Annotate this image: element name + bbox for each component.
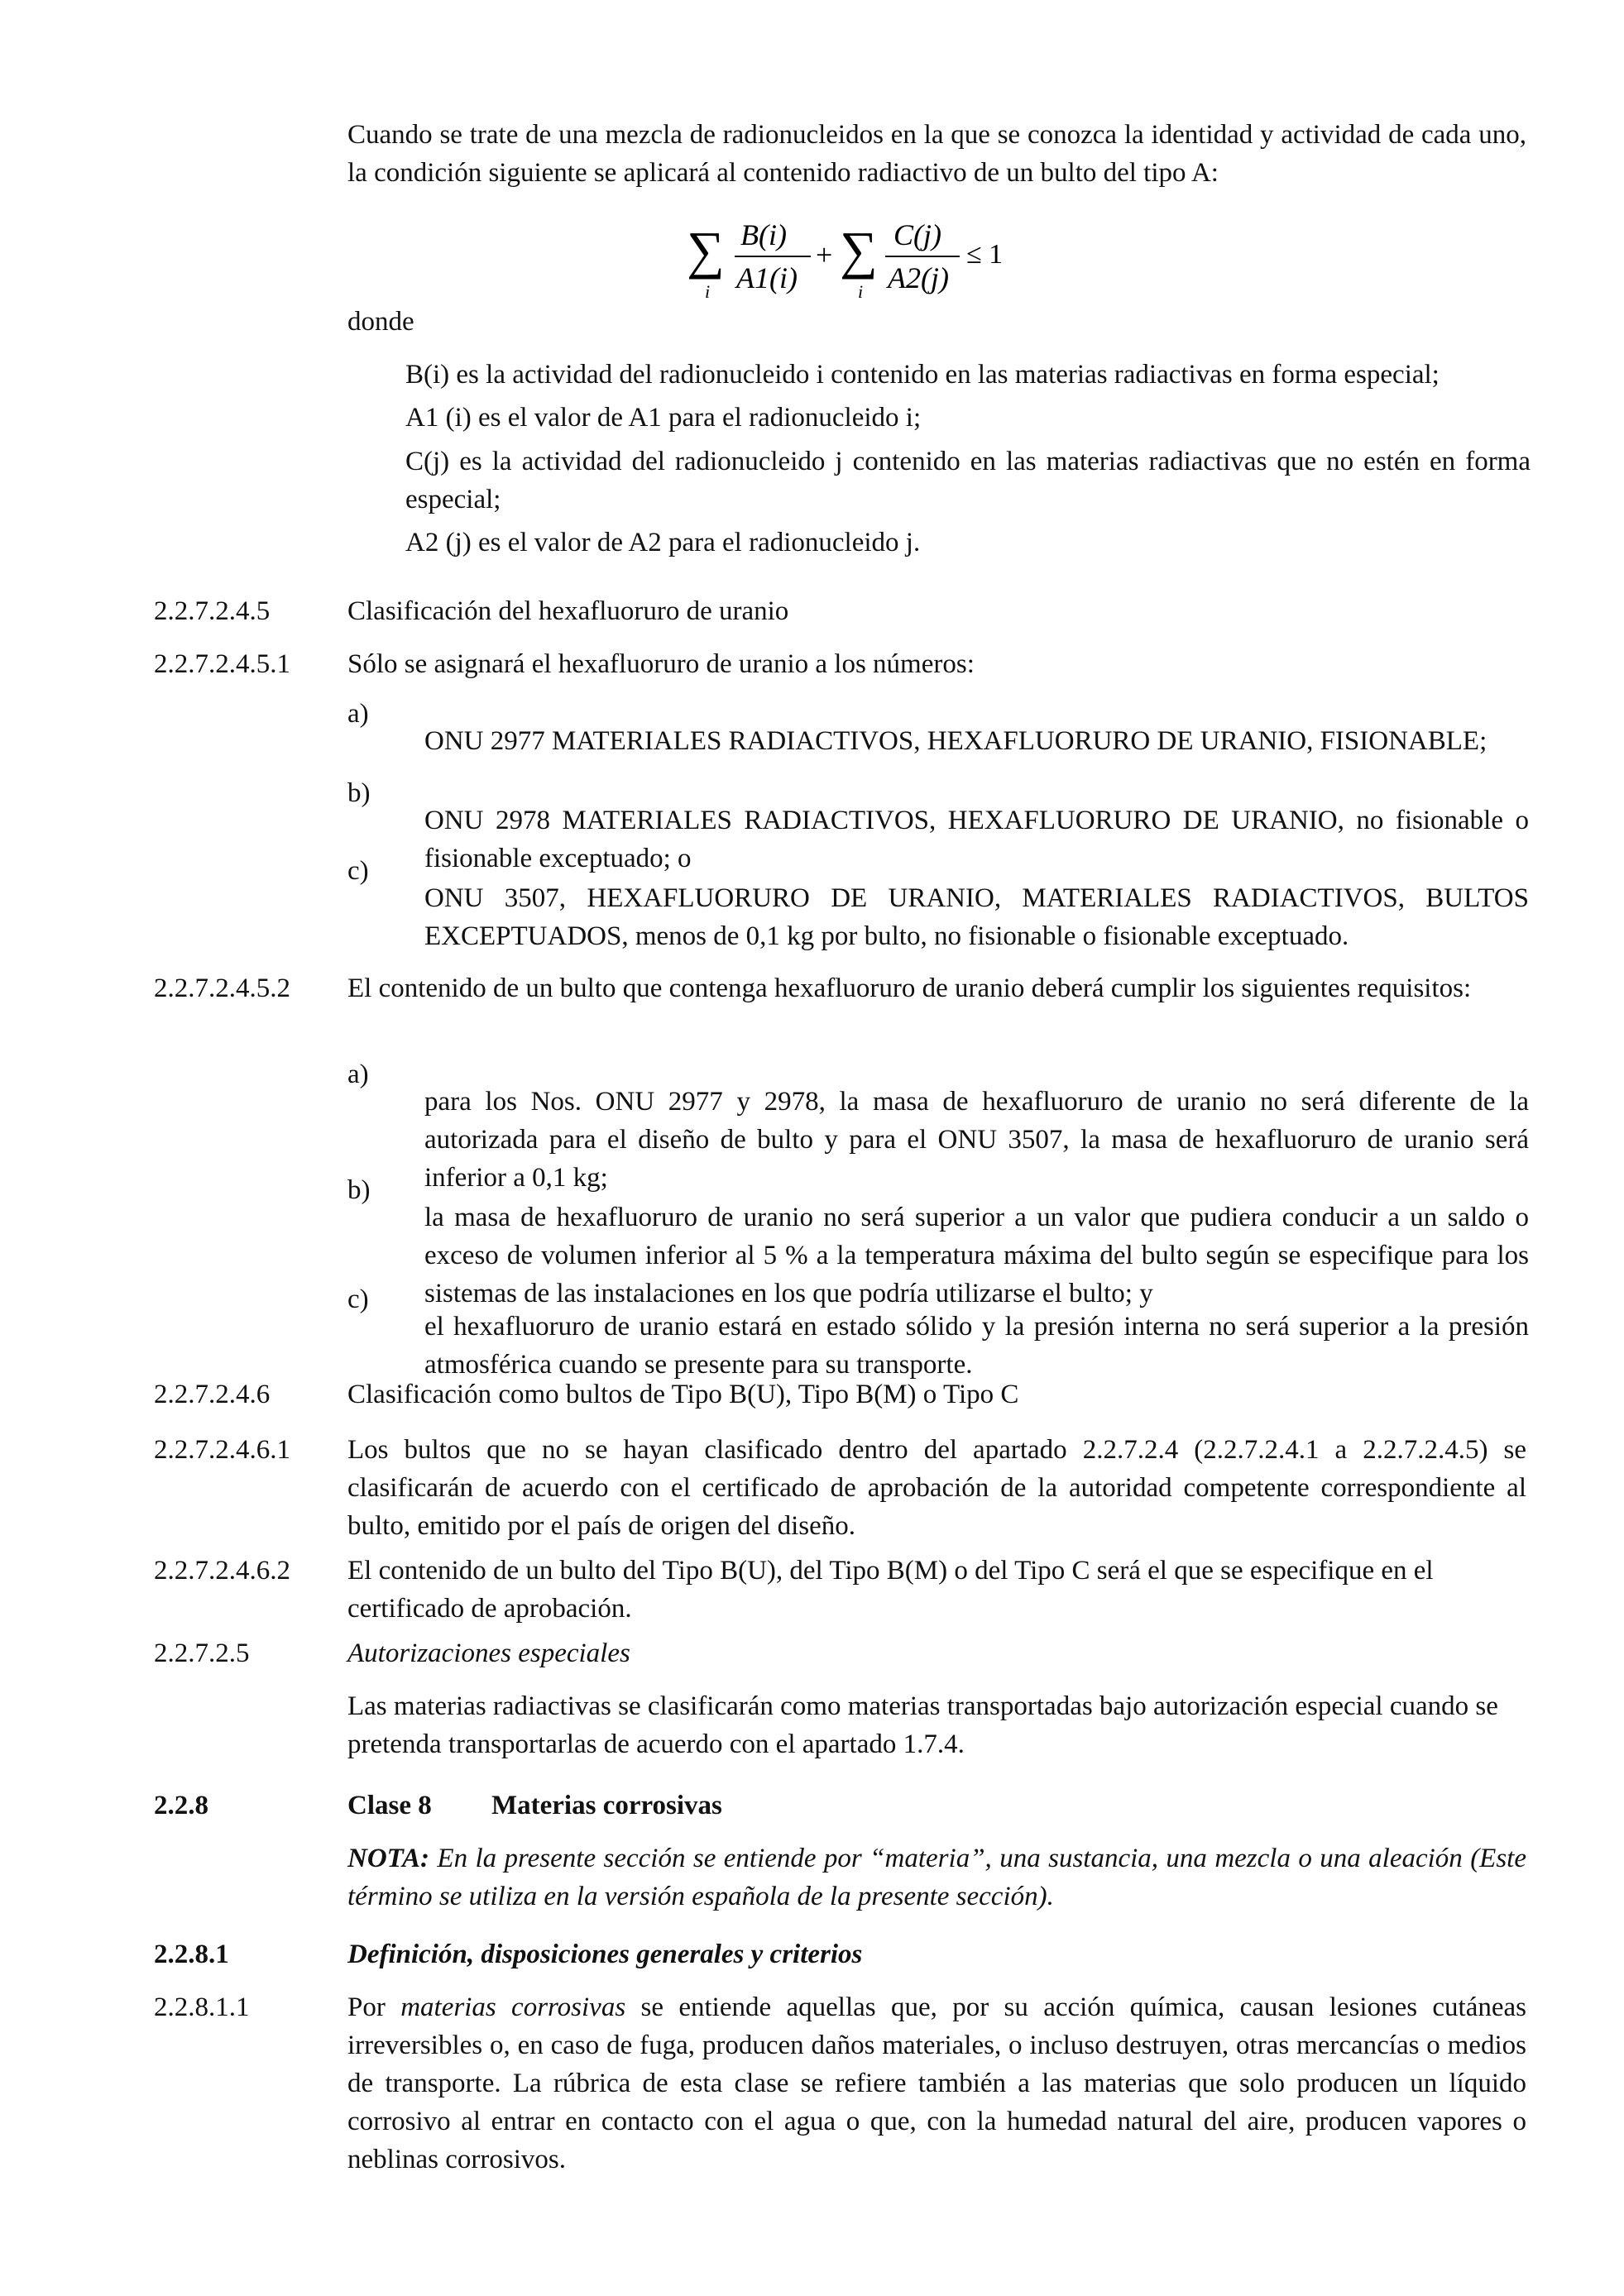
sigma-symbol-2: ∑ bbox=[840, 221, 878, 280]
section-title: Materias corrosivas bbox=[491, 1791, 722, 1820]
leq-one: ≤ 1 bbox=[966, 239, 1004, 270]
class-label: Clase 8 bbox=[347, 1791, 432, 1820]
section-number: 2.2.8 bbox=[154, 1791, 208, 1820]
section-number: 2.2.7.2.5 bbox=[154, 1638, 250, 1668]
item-label: a) bbox=[347, 1060, 369, 1089]
section-number: 2.2.7.2.4.6.2 bbox=[154, 1556, 290, 1586]
nota-text: En la presente sección se entiende por “materia”, una sustancia, una mezcla o una aleación (Este término se utiliza en la versión española de la presente sección). bbox=[347, 1844, 1527, 1911]
item-label: c) bbox=[347, 1284, 369, 1314]
section-number: 2.2.7.2.4.6 bbox=[154, 1380, 271, 1409]
text-pre: Por bbox=[347, 1992, 401, 2022]
numerator-b: B(i) bbox=[740, 218, 787, 251]
sigma-index-2: i bbox=[858, 281, 864, 302]
item-text: el hexafluoruro de uranio estará en estado sólido y la presión interna no será superior a la presión atmosférica cuando se presente para su transporte. bbox=[424, 1312, 1529, 1380]
section-text: Sólo se asignará el hexafluoruro de uranio a los números: bbox=[347, 649, 975, 679]
section-number: 2.2.7.2.4.5 bbox=[154, 596, 271, 626]
activity-formula bbox=[687, 212, 1018, 311]
intro-paragraph: Cuando se trate de una mezcla de radionucleidos en la que se conozca la identidad y actividad de cada uno, la condición siguiente se aplicará al contenido radiactivo de un bulto del tipo A: bbox=[347, 120, 1526, 188]
section-number: 2.2.7.2.4.5.1 bbox=[154, 649, 290, 679]
def-c: C(j) es la actividad del radionucleido j contenido en las materias radiactivas que no estén en forma especial; bbox=[405, 447, 1531, 514]
def-a2: A2 (j) es el valor de A2 para el radionucleido j. bbox=[405, 528, 921, 557]
def-a1: A1 (i) es el valor de A1 para el radionucleido i; bbox=[405, 403, 922, 433]
text-post: se entiende aquellas que, por su acción química, causan lesiones cutáneas irreversibles o, en caso de fuga, producen daños materiales, o incluso destruyen, otras mercancías o medios de transporte. La rúbrica de esta clase se refiere también a las materias que solo producen un líquido corrosivo al entrar en contacto con el agua o que, con la humedad natural del aire, producen vapores o neblinas corrosivos. bbox=[347, 1992, 1527, 2174]
section-title: Clasificación del hexafluoruro de uranio bbox=[347, 596, 789, 626]
item-label: a) bbox=[347, 699, 369, 729]
denominator-a1: A1(i) bbox=[736, 261, 798, 294]
denominator-a2: A2(j) bbox=[888, 261, 949, 294]
section-title: Autorizaciones especiales bbox=[347, 1638, 630, 1668]
item-label: b) bbox=[347, 778, 371, 808]
defined-term: materias corrosivas bbox=[400, 1992, 626, 2022]
section-title: Definición, disposiciones generales y criterios bbox=[347, 1940, 863, 1969]
sigma-symbol-1: ∑ bbox=[687, 221, 725, 280]
section-text: Los bultos que no se hayan clasificado dentro del apartado 2.2.7.2.4 (2.2.7.2.4.1 a 2.2.7.2.4.5) se clasificarán de acuerdo con el certificado de aprobación de la autoridad competente correspondiente al bulto, emitido por el país de origen del diseño. bbox=[347, 1435, 1526, 1541]
section-number: 2.2.8.1 bbox=[154, 1940, 229, 1969]
item-text: ONU 2977 MATERIALES RADIACTIVOS, HEXAFLUORURO DE URANIO, FISIONABLE; bbox=[424, 726, 1487, 756]
section-text: Las materias radiactivas se clasificarán como materias transportadas bajo autorización especial cuando se pretenda transportarlas de acuerdo con el apartado 1.7.4. bbox=[347, 1691, 1498, 1759]
item-text: ONU 3507, HEXAFLUORURO DE URANIO, MATERIALES RADIACTIVOS, BULTOS EXCEPTUADOS, menos de 0,1 kg por bulto, no fisionable o fisionable exceptuado. bbox=[424, 883, 1529, 951]
nota-label: NOTA: bbox=[347, 1844, 429, 1873]
section-text bbox=[347, 1988, 1526, 2179]
plus-sign: + bbox=[816, 238, 833, 271]
item-text: para los Nos. ONU 2977 y 2978, la masa de hexafluoruro de uranio no será diferente de la autorizada para el diseño de bulto y para el ONU 3507, la masa de hexafluoruro de uranio será inferior a 0,1 kg; bbox=[424, 1087, 1529, 1193]
donde-label: donde bbox=[347, 307, 414, 337]
section-title: Clasificación como bultos de Tipo B(U), Tipo B(M) o Tipo C bbox=[347, 1380, 1019, 1409]
section-text: El contenido de un bulto que contenga hexafluoruro de uranio deberá cumplir los siguientes requisitos: bbox=[347, 973, 1472, 1003]
def-b: B(i) es la actividad del radionucleido i contenido en las materias radiactivas en forma especial; bbox=[405, 360, 1440, 390]
section-text: El contenido de un bulto del Tipo B(U), del Tipo B(M) o del Tipo C será el que se especifique en el certificado de aprobación. bbox=[347, 1556, 1434, 1624]
nota-paragraph bbox=[347, 1839, 1526, 1916]
item-label: c) bbox=[347, 856, 369, 886]
numerator-c: C(j) bbox=[893, 218, 941, 251]
item-label: b) bbox=[347, 1175, 371, 1205]
section-number: 2.2.7.2.4.6.1 bbox=[154, 1435, 290, 1465]
section-number: 2.2.7.2.4.5.2 bbox=[154, 973, 290, 1003]
section-number: 2.2.8.1.1 bbox=[154, 1992, 250, 2022]
item-text: ONU 2978 MATERIALES RADIACTIVOS, HEXAFLUORURO DE URANIO, no fisionable o fisionable exceptuado; o bbox=[424, 806, 1529, 873]
item-text: la masa de hexafluoruro de uranio no será superior a un valor que pudiera conducir a un saldo o exceso de volumen inferior al 5 % a la temperatura máxima del bulto según se especifique para los sistemas de las instalaciones en los que podría utilizarse el bulto; y bbox=[424, 1203, 1529, 1308]
sigma-index-1: i bbox=[705, 281, 711, 302]
